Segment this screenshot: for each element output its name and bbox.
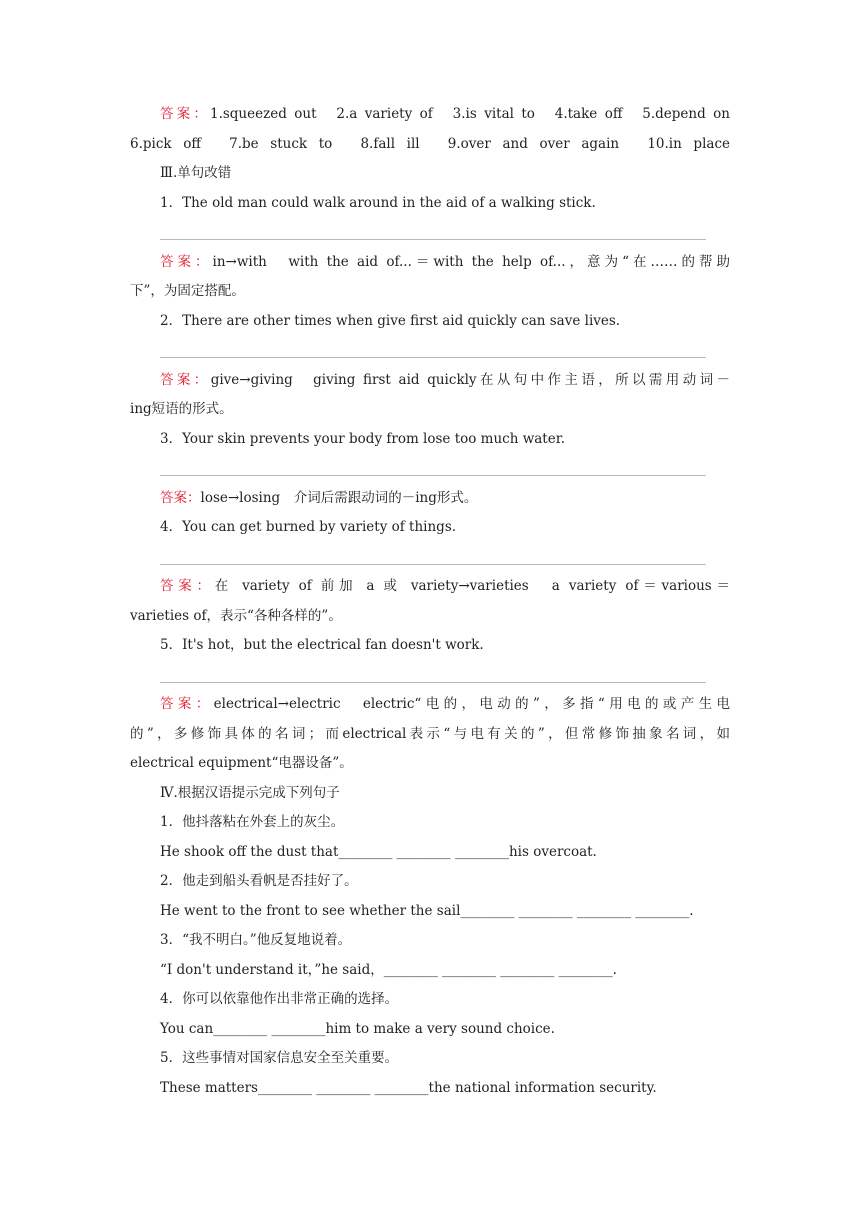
chinese-prompt: 4．你可以依靠他作出非常正确的选择。 <box>160 991 399 1007</box>
answer-line: 的”，多修饰具体的名词；而electrical表示“与电有关的”，但常修饰抽象名词，如 <box>130 725 730 742</box>
english-sentence: These matters________ ________ ________the national information security. <box>160 1079 657 1096</box>
answer-line <box>130 484 730 514</box>
english-sentence: He shook off the dust that________ ________ ________his overcoat. <box>160 843 597 860</box>
section-title: Ⅳ.根据汉语提示完成下列句子 <box>160 784 340 801</box>
answer-label: 答案： <box>160 253 213 270</box>
answer-line: electrical equipment“电器设备”。 <box>130 755 353 771</box>
question: 1．The old man could walk around in the aid of a walking stick. <box>160 194 596 211</box>
answer-blank-line <box>130 336 730 366</box>
answer-blank-line <box>130 454 730 484</box>
english-sentence: “I don't understand it，”he said，________ ________ ________ ________. <box>160 961 617 978</box>
question: 2．There are other times when give first aid quickly can save lives. <box>160 312 621 329</box>
answer-blank-line <box>130 661 730 691</box>
chinese-prompt: 1．他抖落粘在外套上的灰尘。 <box>160 814 345 830</box>
answer-label: 答案： <box>160 489 201 506</box>
answer-label: 答案： <box>160 696 214 712</box>
answer-text: give→giving giving first aid quickly在从句中作主语，所以需用动词－ <box>210 371 730 388</box>
answer-blank-line <box>130 218 730 248</box>
answer-line <box>130 100 730 130</box>
chinese-prompt: 3．“我不明白。”他反复地说着。 <box>160 932 352 948</box>
english-sentence: He went to the front to see whether the sail________ ________ ________ ________. <box>160 902 694 919</box>
question: 5．It's hot，but the electrical fan doesn't work. <box>160 637 484 653</box>
answer-text: 在 variety of 前加 a 或 variety→varieties a variety of＝various＝ <box>214 578 730 594</box>
answer-label: 答案： <box>160 578 215 594</box>
answer-label: 答案： <box>160 371 211 388</box>
answer-line <box>130 690 730 720</box>
answer-line <box>130 248 730 278</box>
answer-blank-line <box>130 543 730 573</box>
answer-line: 下”，为固定搭配。 <box>130 283 245 299</box>
chinese-prompt: 5．这些事情对国家信息安全至关重要。 <box>160 1050 399 1066</box>
answer-text: in→with with the aid of...＝with the help of...，意为“在……的帮助 <box>212 253 730 270</box>
section-title: Ⅲ.单句改错 <box>160 165 232 181</box>
question: 3．Your skin prevents your body from lose too much water. <box>160 430 565 447</box>
answer-line: 6.pick off 7.be stuck to 8.fall ill 9.over and over again 10.in place <box>130 135 730 152</box>
worksheet-page <box>130 100 730 1103</box>
answer-line <box>130 366 730 396</box>
chinese-prompt: 2．他走到船头看帆是否挂好了。 <box>160 873 358 889</box>
answer-text: lose→losing 介词后需跟动词的－ing形式。 <box>200 489 478 506</box>
answer-line <box>130 572 730 602</box>
answer-line: varieties of，表示“各种各样的”。 <box>130 607 342 624</box>
answer-line: ing短语的形式。 <box>130 401 233 417</box>
english-sentence: You can________ ________him to make a very sound choice. <box>160 1020 555 1037</box>
question: 4．You can get burned by variety of things. <box>160 519 457 535</box>
answer-text: electrical→electric electric“电的，电动的”，多指“用电的或产生电 <box>213 696 730 712</box>
answer-text: 1.squeezed out 2.a variety of 3.is vital to 4.take off 5.depend on <box>209 106 730 122</box>
answer-label: 答案： <box>160 106 210 122</box>
